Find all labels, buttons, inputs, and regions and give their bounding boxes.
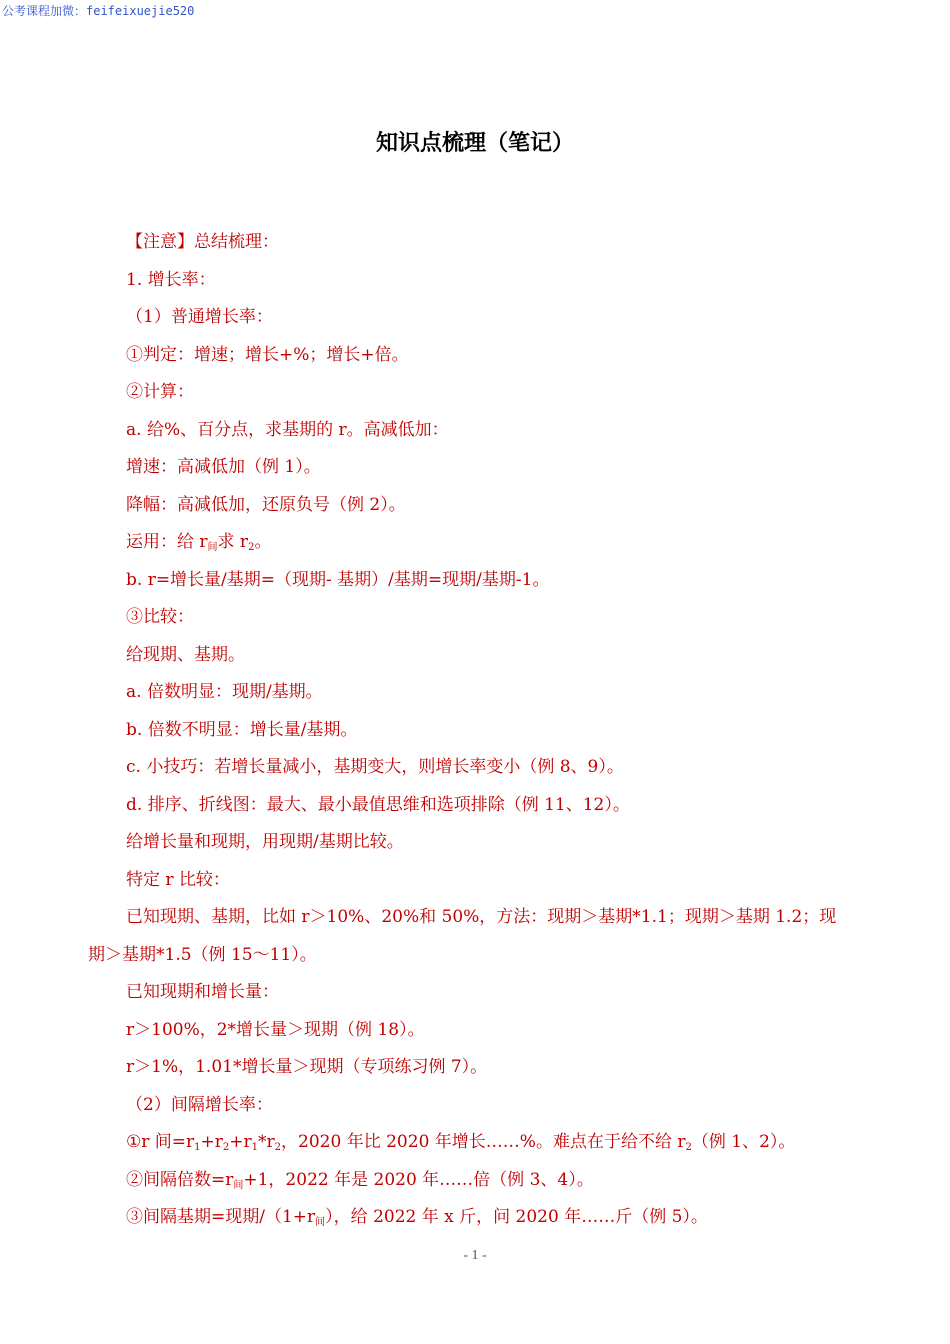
- text-segment: 。: [254, 532, 272, 552]
- subscript: 间: [207, 542, 218, 553]
- page-title: 知识点梳理（笔记）: [375, 130, 574, 156]
- text-line: ③比较：: [126, 607, 194, 627]
- text-line: 特定 r 比较：: [126, 869, 230, 890]
- text-segment: （例 1、2）。: [691, 1132, 796, 1152]
- text-segment: 运用：给 r: [126, 532, 208, 552]
- text-segment: 求 r: [217, 532, 249, 552]
- text-line: 1. 增长率：: [126, 269, 216, 290]
- text-segment: ①r 间=r: [126, 1132, 195, 1152]
- text-line: 给增长量和现期，用现期/基期比较。: [126, 832, 404, 852]
- text-line: 【注意】总结梳理：: [126, 232, 279, 252]
- watermark: 公考课程加微：feifeixuejie520: [2, 4, 195, 18]
- text-line: 已知现期、基期，比如 r＞10%、20%和 50%，方法：现期＞基期*1.1；现期＞基期 1.2；现: [126, 907, 837, 927]
- text-line: 给现期、基期。: [126, 644, 245, 665]
- text-line: a. 给%、百分点，求基期的 r。高减低加：: [126, 419, 449, 440]
- text-segment: +r: [229, 1132, 252, 1152]
- text-segment: ，2020 年比 2020 年增长……%。难点在于给不给 r: [281, 1132, 686, 1152]
- text-line: a. 倍数明显：现期/基期。: [126, 682, 323, 702]
- text-line: r＞100%，2*增长量＞现期（例 18）。: [126, 1019, 425, 1040]
- subscript: 1: [251, 1142, 259, 1153]
- text-line: 降幅：高减低加，还原负号（例 2）。: [126, 494, 406, 515]
- text-line: b. 倍数不明显：增长量/基期。: [126, 719, 358, 740]
- text-line: [0, 524, 950, 562]
- subscript: 2: [274, 1142, 282, 1153]
- text-segment: *r: [258, 1132, 275, 1152]
- text-line-continuation: 期＞基期*1.5（例 15～11）。: [88, 944, 317, 965]
- text-segment: +r: [200, 1132, 223, 1152]
- text-line: （2）间隔增长率：: [126, 1094, 273, 1115]
- subscript: 间: [315, 1217, 326, 1228]
- text-segment: ③间隔基期=现期/（1+r: [126, 1207, 316, 1227]
- document-body: [0, 224, 950, 1237]
- text-line: ②计算：: [126, 382, 194, 402]
- text-line: 增速：高减低加（例 1）。: [126, 457, 321, 477]
- text-line: 已知现期和增长量：: [126, 982, 279, 1002]
- text-line: [0, 1162, 950, 1200]
- text-line: ①判定：增速；增长+%；增长+倍。: [126, 344, 409, 365]
- page-number: - 1 -: [463, 1248, 487, 1263]
- text-segment: ②间隔倍数=r: [126, 1169, 234, 1190]
- subscript: 间: [233, 1179, 244, 1191]
- text-line: [0, 1124, 950, 1162]
- subscript: 2: [248, 542, 255, 553]
- text-line: d. 排序、折线图：最大、最小最值思维和选项排除（例 11、12）。: [126, 794, 630, 815]
- text-line: b. r=增长量/基期=（现期- 基期）/基期=现期/基期-1。: [126, 569, 550, 590]
- text-segment: +1，2022 年是 2020 年……倍（例 3、4）。: [243, 1169, 594, 1190]
- text-segment: ），给 2022 年 x 斤，问 2020 年……斤（例 5）。: [325, 1207, 708, 1227]
- subscript: 1: [194, 1142, 201, 1153]
- text-line: （1）普通增长率：: [126, 307, 273, 327]
- text-line: c. 小技巧：若增长量减小，基期变大，则增长率变小（例 8、9）。: [126, 757, 624, 777]
- subscript: 2: [222, 1142, 230, 1153]
- text-line: [0, 1199, 950, 1237]
- text-line: r＞1%，1.01*增长量＞现期（专项练习例 7）。: [126, 1057, 488, 1077]
- subscript: 2: [685, 1142, 692, 1153]
